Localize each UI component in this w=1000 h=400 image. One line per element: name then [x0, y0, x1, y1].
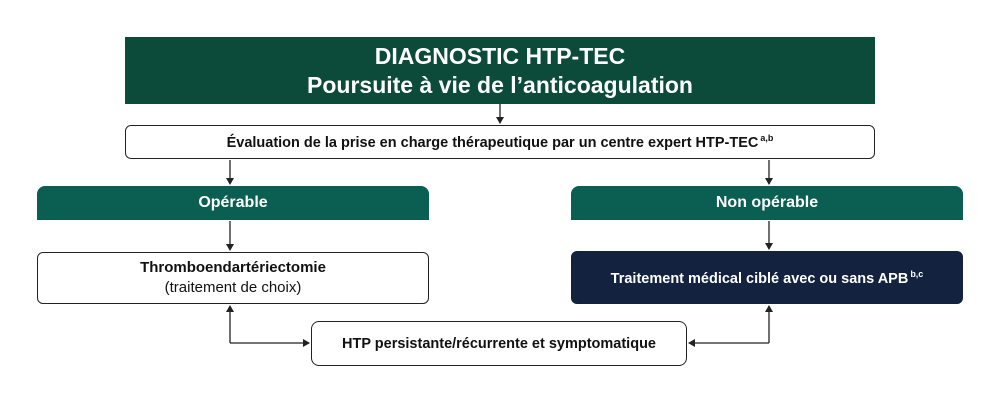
operable-box [37, 186, 429, 220]
evaluation-footnote: a,b [760, 133, 774, 143]
thrombo-subtitle: (traitement de choix) [164, 279, 302, 296]
non-operable-label: Non opérable [715, 194, 819, 211]
persistent-htp-box [311, 321, 687, 366]
traitement-text: Traitement médical ciblé avec ou sans APB [610, 270, 909, 287]
diagnosis-title-box [125, 37, 875, 104]
targeted-treatment-box [571, 251, 963, 304]
traitement-footnote: b,c [910, 268, 924, 279]
traitement-text-wrap [611, 269, 924, 287]
operable-label: Opérable [198, 194, 268, 211]
thrombo-title: Thromboendartériectomie [140, 259, 326, 276]
evaluation-text-wrap [227, 133, 774, 151]
non-operable-box [571, 186, 963, 220]
title-line-2: Poursuite à vie de l’anticoagulation [307, 71, 693, 98]
title-line-1: DIAGNOSTIC HTP-TEC [374, 42, 626, 69]
evaluation-box [125, 125, 875, 159]
htp-text: HTP persistante/récurrente et symptomatique [342, 335, 656, 352]
thromboendarterectomy-box [37, 252, 429, 304]
evaluation-text: Évaluation de la prise en charge thérapeutique par un centre expert HTP-TEC [226, 135, 759, 151]
